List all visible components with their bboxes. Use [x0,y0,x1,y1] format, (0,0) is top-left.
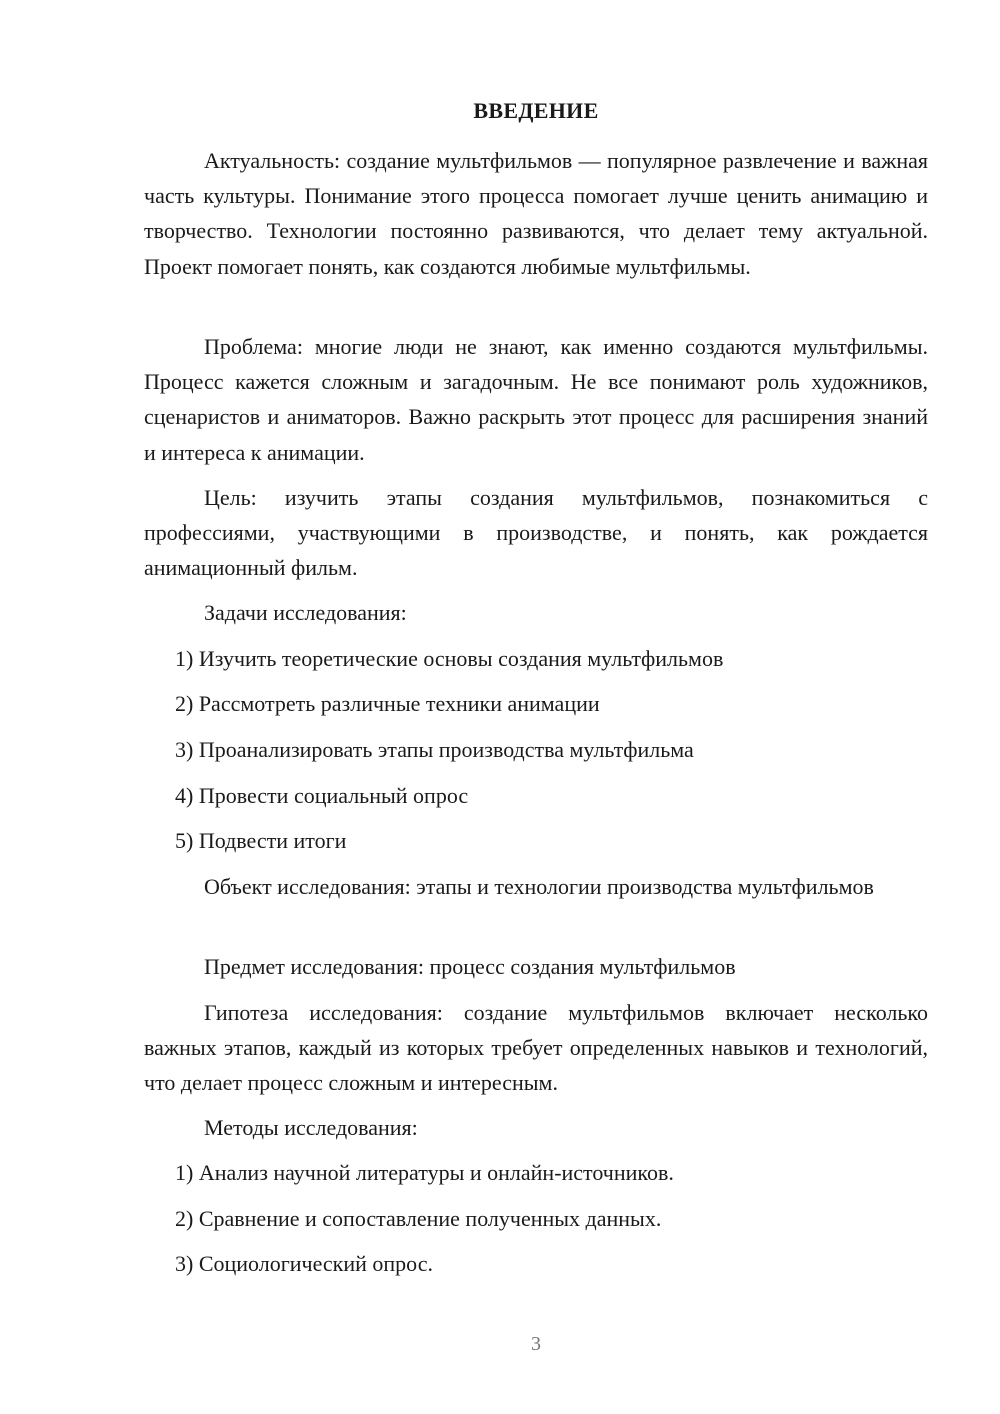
task-item: 4) Провести социальный опрос [175,783,469,808]
methods-title: Методы исследования: [204,1115,418,1140]
document-page [144,0,928,1414]
method-item: 3) Социологический опрос. [175,1251,433,1276]
task-item: 5) Подвести итоги [175,828,347,853]
task-item: 2) Рассмотреть различные техники анимации [175,691,600,716]
object-paragraph: Объект исследования: этапы и технологии производства мультфильмов [204,874,874,899]
goal-paragraph: Цель: изучить этапы создания мультфильмов, познакомиться с профессиями, участвующими в производстве, и понять, как рождается анимационный фильм. [144,485,928,581]
problem-paragraph: Проблема: многие люди не знают, как именно создаются мультфильмы. Процесс кажется сложным и загадочным. Не все понимают роль художников, сценаристов и аниматоров. Важно раскрыть этот процесс для расширения знаний и интереса к анимации. [144,334,928,465]
task-item: 1) Изучить теоретические основы создания мультфильмов [175,646,724,671]
method-item: 2) Сравнение и сопоставление полученных данных. [175,1206,662,1231]
relevance-paragraph: Актуальность: создание мультфильмов — популярное развлечение и важная часть культуры. Понимание этого процесса помогает лучше ценить анимацию и творчество. Технологии постоянно развиваются, что делает тему актуальной. Проект помогает понять, как создаются любимые мультфильмы. [144,148,928,279]
hypothesis-paragraph: Гипотеза исследования: создание мультфильмов включает несколько важных этапов, каждый из которых требует определенных навыков и технологий, что делает процесс сложным и интересным. [144,1000,928,1096]
subject-line: Предмет исследования: процесс создания мультфильмов [204,954,736,979]
page-number: 3 [531,1333,541,1355]
method-item: 1) Анализ научной литературы и онлайн-источников. [175,1160,674,1185]
page-title: ВВЕДЕНИЕ [473,98,599,123]
task-item: 3) Проанализировать этапы производства мультфильма [175,737,694,762]
tasks-title: Задачи исследования: [204,600,407,625]
